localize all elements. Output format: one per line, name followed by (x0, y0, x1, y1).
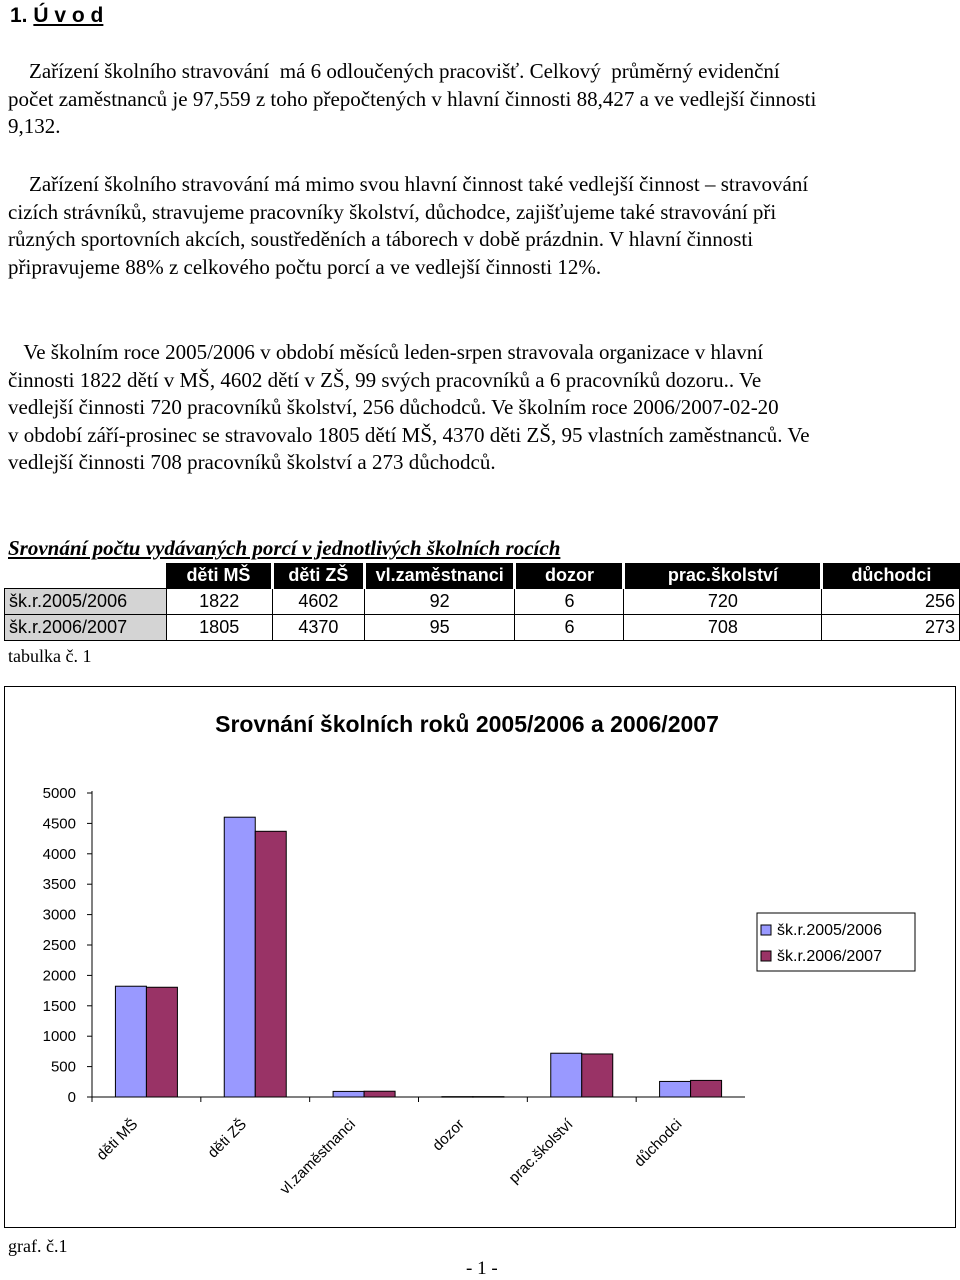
table-corner-cell (5, 563, 167, 589)
y-tick-label: 1500 (42, 997, 76, 1015)
paragraph-3 (8, 339, 952, 477)
table-cell: 92 (364, 589, 515, 615)
paragraph-line: cizích strávníků, stravujeme pracovníky školství, důchodce, zajišťujeme také stravování při (8, 199, 777, 224)
column-header: dozor (515, 563, 624, 589)
paragraph-line: činnosti 1822 dětí v MŠ, 4602 dětí v ZŠ, 99 svých pracovníků a 6 pracovníků dozoru.. Ve (8, 367, 762, 392)
x-tick-label: důchodci (630, 1115, 686, 1171)
column-header: prac.školství (624, 563, 822, 589)
row-label: šk.r.2005/2006 (5, 589, 167, 615)
bar-series-1 (551, 1053, 582, 1097)
legend-swatch (761, 925, 771, 935)
paragraph-line: Ve školním roce 2005/2006 v období měsíců leden-srpen stravovala organizace v hlavní (8, 340, 764, 364)
section-heading (10, 4, 103, 28)
x-tick-label: dozor (429, 1115, 468, 1155)
paragraph-line: v období září-prosinec se stravovalo 1805 dětí MŠ, 4370 děti ZŠ, 95 vlastních zaměstnanců. Ve (8, 422, 810, 447)
table-header-row (5, 563, 960, 589)
y-tick-label: 2000 (42, 967, 76, 985)
bar-series-2 (582, 1054, 613, 1097)
bar-series-1 (442, 1097, 473, 1098)
x-tick-label: prac.školství (505, 1115, 577, 1187)
section-number: 1. (10, 4, 28, 27)
table-cell: 1822 (166, 589, 272, 615)
paragraph-line: připravujeme 88% z celkového počtu porcí a ve vedlejší činnosti 12%. (8, 254, 602, 279)
table-cell: 273 (822, 615, 960, 641)
y-tick-label: 3000 (42, 906, 76, 924)
bar-chart (5, 687, 955, 1227)
paragraph-2 (8, 171, 952, 281)
paragraph-line: Zařízení školního stravování má mimo svou hlavní činnost také vedlejší činnost – stravování (8, 172, 809, 196)
y-tick-label: 500 (50, 1058, 76, 1076)
bar-series-2 (364, 1091, 395, 1097)
column-header: děti MŠ (166, 563, 272, 589)
table-title: Srovnání počtu vydávaných porcí v jednotlivých školních rocích (8, 536, 561, 560)
legend-label: šk.r.2005/2006 (777, 922, 882, 939)
bar-series-1 (224, 817, 255, 1097)
page-number: - 1 - (466, 1258, 498, 1279)
table-cell: 4370 (272, 615, 364, 641)
column-header: vl.zaměstnanci (364, 563, 515, 589)
y-tick-label: 0 (67, 1089, 76, 1106)
paragraph-line: 9,132. (8, 114, 61, 138)
table-row (5, 615, 960, 641)
paragraph-line: vedlejší činnosti 708 pracovníků školství a 273 důchodců. (8, 450, 496, 474)
y-tick-label: 4000 (42, 845, 76, 863)
x-tick-label: děti ZŠ (204, 1115, 251, 1162)
paragraph-1 (8, 58, 952, 141)
table-cell: 6 (515, 589, 624, 615)
legend-label: šk.r.2006/2007 (777, 948, 882, 965)
x-tick-label: děti MŠ (93, 1115, 142, 1164)
table-row (5, 589, 960, 615)
bar-series-2 (146, 987, 177, 1097)
y-tick-label: 1000 (42, 1028, 76, 1046)
table-cell: 720 (624, 589, 822, 615)
table-cell: 95 (364, 615, 515, 641)
table-cell: 256 (822, 589, 960, 615)
legend-swatch (761, 951, 771, 961)
paragraph-line: vedlejší činnosti 720 pracovníků školství, 256 důchodců. Ve školním roce 2006/2007-02-20 (8, 395, 779, 419)
column-header: děti ZŠ (272, 563, 364, 589)
chart-caption: graf. č.1 (8, 1236, 68, 1256)
paragraph-line: počet zaměstnanců je 97,559 z toho přepočtených v hlavní činnosti 88,427 a ve vedlejší činnosti (8, 86, 817, 111)
bar-series-1 (333, 1091, 364, 1097)
table-cell: 1805 (166, 615, 272, 641)
table-cell: 6 (515, 615, 624, 641)
bar-series-2 (255, 831, 286, 1097)
table-cell: 4602 (272, 589, 364, 615)
section-title: Ú v o d (33, 4, 104, 27)
y-tick-label: 3500 (42, 876, 76, 894)
x-tick-label: vl.zaměstnanci (276, 1115, 359, 1198)
bar-series-2 (473, 1097, 504, 1098)
chart-title: Srovnání školních roků 2005/2006 a 2006/2007 (215, 711, 719, 737)
y-tick-label: 2500 (42, 937, 76, 954)
comparison-table (4, 563, 960, 641)
table-caption: tabulka č. 1 (8, 646, 92, 666)
bar-series-1 (115, 986, 146, 1097)
bar-series-2 (691, 1080, 722, 1097)
chart-frame (4, 686, 956, 1228)
bar-series-1 (660, 1081, 691, 1097)
paragraph-line: Zařízení školního stravování má 6 odloučených pracovišť. Celkový průměrný evidenční (8, 59, 780, 83)
row-label: šk.r.2006/2007 (5, 615, 167, 641)
paragraph-line: různých sportovních akcích, soustředěních a táborech v době prázdnin. V hlavní činnosti (8, 227, 754, 251)
y-tick-label: 4500 (42, 815, 76, 833)
table-cell: 708 (624, 615, 822, 641)
y-tick-label: 5000 (42, 785, 76, 802)
column-header: důchodci (822, 563, 960, 589)
